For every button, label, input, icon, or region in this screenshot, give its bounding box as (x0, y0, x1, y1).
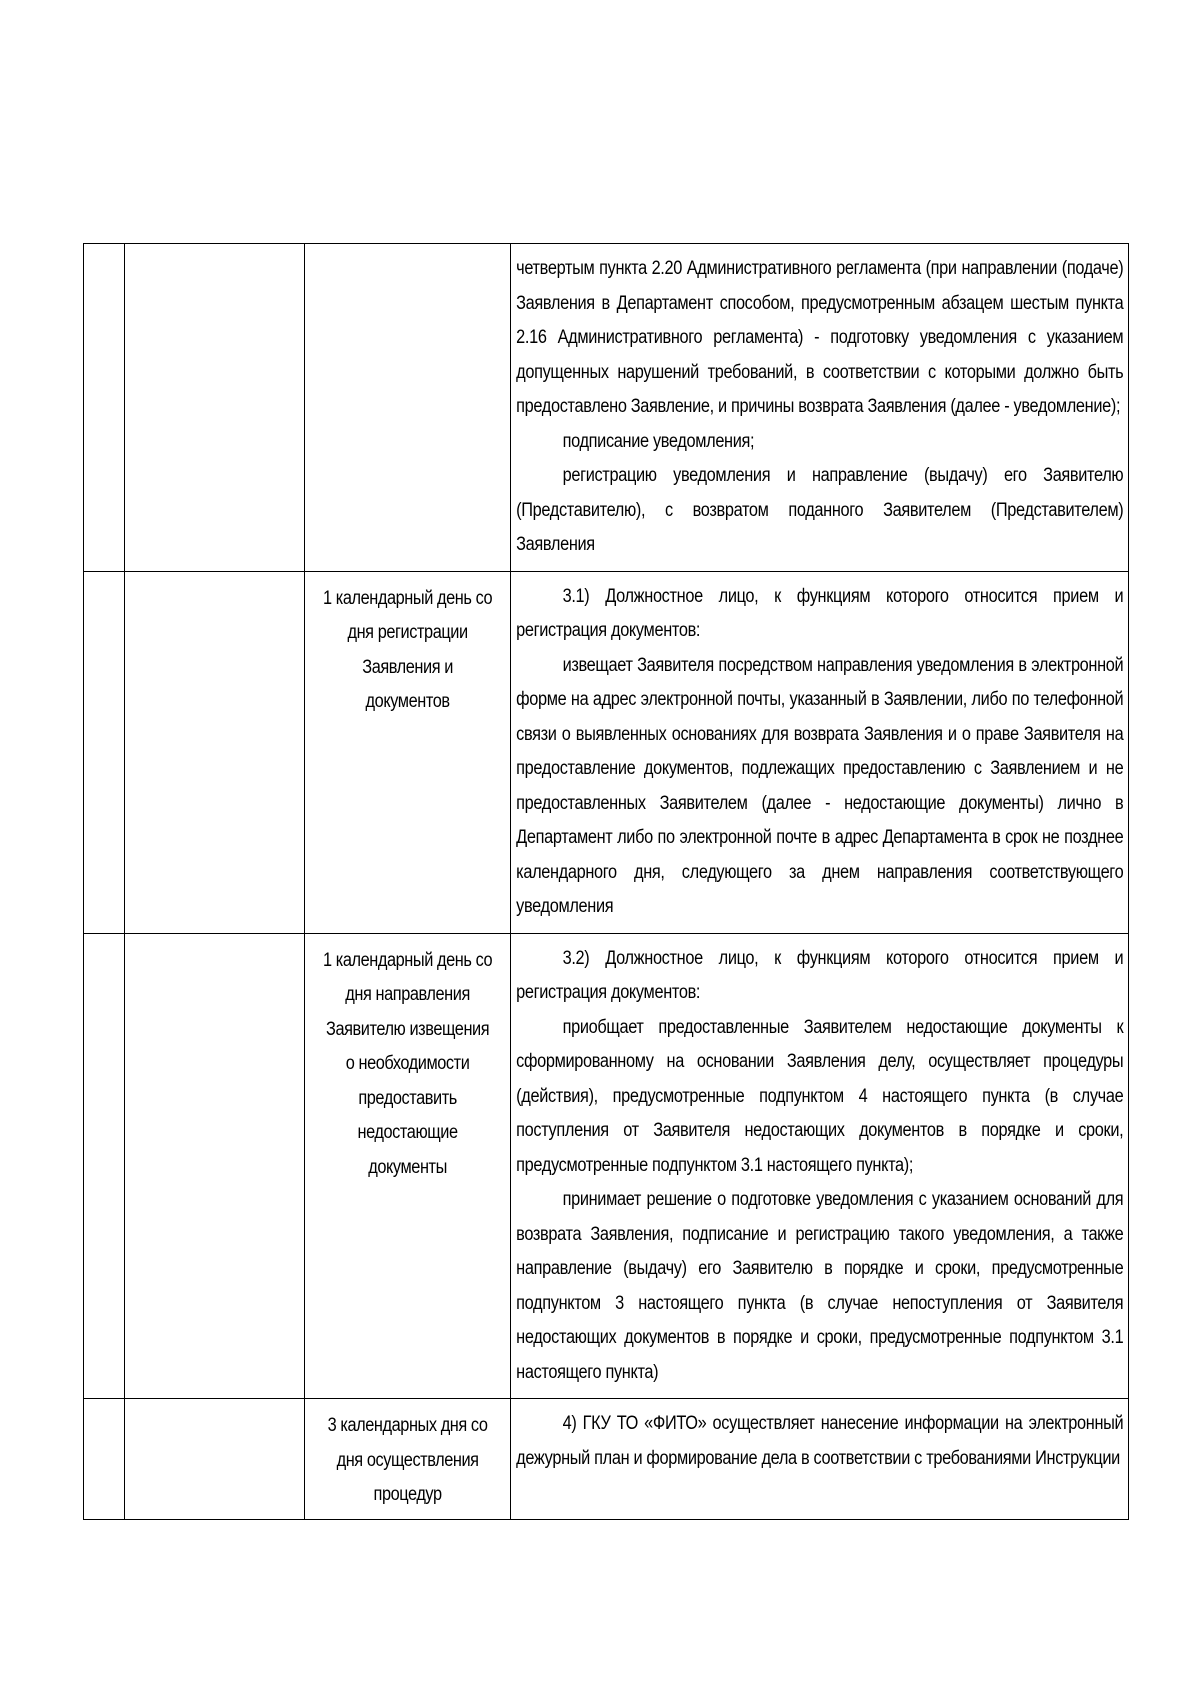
number-cell (84, 571, 125, 933)
description-paragraph: принимает решение о подготовке уведомления с указанием оснований для возврата Заявления, подписание и регистрацию такого уведомления, а также направление (выдачу) его Заявителю в порядке и сроки, предусмотренные подпунктом 3 настоящего пункта (в случае непоступления от Заявителя недостающих документов в порядке и сроки, предусмотренные подпунктом 3.1 настоящего пункта) (516, 1189, 1124, 1383)
description-paragraph: регистрацию уведомления и направление (выдачу) его Заявителю (Представителю), с возвратом поданного Заявителем (Представителем) Заявления (516, 465, 1124, 555)
description-paragraph: приобщает предоставленные Заявителем недостающие документы к сформированному на основании Заявления делу, осуществляет процедуры (действия), предусмотренные подпунктом 4 настоящего пункта (в случае поступления от Заявителя недостающих документов в порядке и сроки, предусмотренные подпунктом 3.1 настоящего пункта); (516, 1016, 1124, 1176)
term-cell (305, 571, 511, 933)
table-row (84, 571, 1129, 933)
term-text: 1 календарный день со дня регистрации Заявления и документов (323, 587, 493, 712)
description-paragraph: 3.1) Должностное лицо, к функциям которого относится прием и регистрация документов: (516, 585, 1124, 641)
description-cell (511, 933, 1129, 1399)
table-row (84, 244, 1129, 572)
term-cell (305, 1399, 511, 1520)
procedure-cell (125, 571, 305, 933)
description-paragraph: подписание уведомления; (562, 430, 755, 452)
number-cell (84, 933, 125, 1399)
table-row (84, 933, 1129, 1399)
procedure-cell (125, 244, 305, 572)
term-cell (305, 933, 511, 1399)
term-cell (305, 244, 511, 572)
procedure-table (83, 243, 1129, 1520)
description-paragraph: 3.2) Должностное лицо, к функциям которого относится прием и регистрация документов: (516, 947, 1124, 1003)
procedure-cell (125, 1399, 305, 1520)
number-cell (84, 1399, 125, 1520)
description-paragraph: извещает Заявителя посредством направления уведомления в электронной форме на адрес электронной почты, указанный в Заявлении, либо по телефонной связи о выявленных основаниях для возврата Заявления и о праве Заявителя на предоставление документов, подлежащих предоставлению с Заявлением и не предоставленных Заявителем (далее - недостающие документы) лично в Департамент либо по электронной почте в адрес Департамента в срок не позднее календарного дня, следующего за днем направления соответствующего уведомления (516, 654, 1124, 917)
description-cell (511, 1399, 1129, 1520)
procedure-cell (125, 933, 305, 1399)
term-text: 3 календарных дня со дня осуществления процедур (327, 1415, 488, 1505)
term-text (320, 244, 496, 260)
description-cell (511, 244, 1129, 572)
term-text: 1 календарный день со дня направления Заявителю извещения о необходимости предоставить недостающие документы (323, 949, 493, 1178)
number-cell (84, 244, 125, 572)
description-cell (511, 571, 1129, 933)
description-paragraph: 4) ГКУ ТО «ФИТО» осуществляет нанесение информации на электронный дежурный план и формирование дела в соответствии с требованиями Инструкции (516, 1413, 1124, 1469)
table-row (84, 1399, 1129, 1520)
description-paragraph: четвертым пункта 2.20 Административного регламента (при направлении (подаче) Заявления в Департамент способом, предусмотренным абзацем шестым пункта 2.16 Административного регламента) - подготовку уведомления с указанием допущенных нарушений требований, в соответствии с которыми должно быть предоставлено Заявление, и причины возврата Заявления (далее - уведомление); (516, 258, 1124, 417)
